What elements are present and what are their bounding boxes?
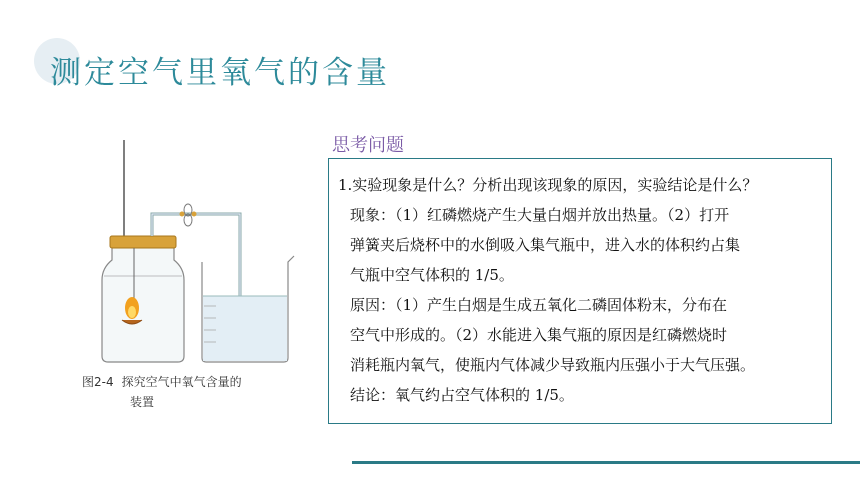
bottom-divider: [352, 461, 860, 464]
answer-line-4: 原因：（1）产生白烟是生成五氧化二磷固体粉末，分布在: [350, 296, 728, 314]
gas-bottle: [102, 244, 184, 362]
question-1: 1.实验现象是什么？分析出现该现象的原因，实验结论是什么？: [338, 176, 758, 194]
bottle-stopper: [110, 236, 176, 248]
answer-line-3: 气瓶中空气体积的 1/5。: [350, 266, 514, 284]
answer-line-6: 消耗瓶内氧气，使瓶内气体减少导致瓶内压强小于大气压强。: [350, 356, 756, 374]
page-title: 测定空气里氧气的含量: [50, 55, 390, 91]
figure-number: 图2-4: [82, 375, 114, 389]
answer-line-2: 弹簧夹后烧杯中的水倒吸入集气瓶中，进入水的体积约占集: [350, 236, 741, 254]
figure-caption: [82, 372, 250, 412]
answer-line-7: 结论：氧气约占空气体积的 1/5。: [350, 386, 574, 404]
figure-caption-line1: 探究空气中氧气含量的: [121, 375, 242, 389]
section-label-questions: 思考问题: [332, 135, 404, 156]
question-content: [338, 170, 830, 410]
answer-line-1: 现象：（1）红磷燃烧产生大量白烟并放出热量。（2）打开: [350, 206, 730, 224]
answer-line-5: 空气中形成的。（2）水能进入集气瓶的原因是红磷燃烧时: [350, 326, 728, 344]
figure-caption-line2: 装置: [130, 395, 155, 409]
